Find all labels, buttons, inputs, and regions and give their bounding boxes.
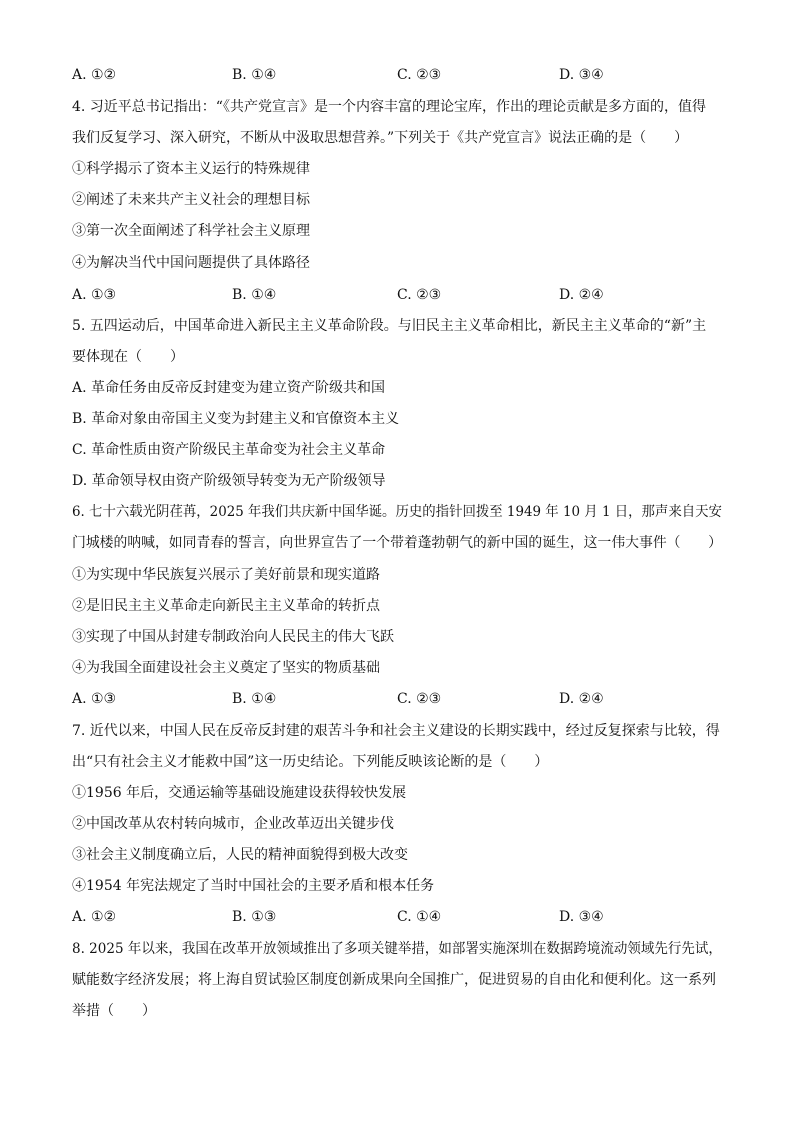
q6-option-c[interactable]: C. ②③ (397, 691, 442, 707)
q4-stem-line-1: 4. 习近平总书记指出：“《共产党宣言》是一个内容丰富的理论宝库，作出的理论贡献是多方面的，值得 (72, 99, 706, 115)
q3-option-b[interactable]: B. ①④ (232, 67, 277, 83)
q4-option-c[interactable]: C. ②③ (397, 287, 442, 303)
q8-stem-line-1: 8. 2025 年以来，我国在改革开放领域推出了多项关键举措，如部署实施深圳在数据跨境流动领域先行先试， (72, 941, 722, 957)
q7-option-d[interactable]: D. ③④ (559, 909, 604, 925)
q7-option-a[interactable]: A. ①② (72, 909, 117, 925)
q7-stem-line-1: 7. 近代以来，中国人民在反帝反封建的艰苦斗争和社会主义建设的长期实践中，经过反复探索与比较，得 (72, 723, 720, 739)
q7-item-2: ②中国改革从农村转向城市，企业改革迈出关键步伐 (72, 816, 394, 832)
q8-stem-line-3: 举措（ ） (72, 1003, 156, 1019)
q6-item-1: ①为实现中华民族复兴展示了美好前景和现实道路 (72, 567, 380, 583)
q5-stem-line-1: 5. 五四运动后，中国革命进入新民主主义革命阶段。与旧民主主义革命相比，新民主主义革命的“新”主 (72, 318, 707, 334)
q7-option-b[interactable]: B. ①③ (232, 909, 277, 925)
q6-item-3: ③实现了中国从封建专制政治向人民民主的伟大飞跃 (72, 629, 394, 645)
q4-option-a[interactable]: A. ①③ (72, 287, 117, 303)
q5-option-b[interactable]: B. 革命对象由帝国主义变为封建主义和官僚资本主义 (72, 411, 400, 427)
q7-item-4: ④1954 年宪法规定了当时中国社会的主要矛盾和根本任务 (72, 878, 435, 894)
q8-stem-line-2: 赋能数字经济发展；将上海自贸试验区制度创新成果向全国推广，促进贸易的自由化和便利化。这一系列 (72, 972, 716, 988)
q6-option-a[interactable]: A. ①③ (72, 691, 117, 707)
q6-option-d[interactable]: D. ②④ (559, 691, 604, 707)
q6-options (72, 690, 732, 708)
q5-option-a[interactable]: A. 革命任务由反帝反封建变为建立资产阶级共和国 (72, 380, 386, 396)
q6-item-4: ④为我国全面建设社会主义奠定了坚实的物质基础 (72, 660, 380, 676)
q4-stem-line-2: 我们反复学习、深入研究，不断从中汲取思想营养。”下列关于《共产党宣言》说法正确的是（ ） (72, 130, 689, 146)
q4-item-2: ②阐述了未来共产主义社会的理想目标 (72, 192, 310, 208)
q4-option-d[interactable]: D. ②④ (559, 287, 604, 303)
q4-item-1: ①科学揭示了资本主义运行的特殊规律 (72, 161, 310, 177)
q4-item-3: ③第一次全面阐述了科学社会主义原理 (72, 223, 310, 239)
q7-stem-line-2: 出“只有社会主义才能救中国”这一历史结论。下列能反映该论断的是（ ） (72, 754, 549, 770)
q7-item-3: ③社会主义制度确立后，人民的精神面貌得到极大改变 (72, 847, 408, 863)
q7-option-c[interactable]: C. ①④ (397, 909, 442, 925)
q3-options (72, 66, 732, 84)
q7-item-1: ①1956 年后，交通运输等基础设施建设获得较快发展 (72, 785, 407, 801)
q3-option-a[interactable]: A. ①② (72, 67, 117, 83)
q6-stem-line-1: 6. 七十六载光阴荏苒，2025 年我们共庆新中国华诞。历史的指针回拨至 1949 年 10 月 1 日，那声来自天安 (72, 504, 722, 520)
q4-options (72, 286, 732, 304)
q4-option-b[interactable]: B. ①④ (232, 287, 277, 303)
q5-option-c[interactable]: C. 革命性质由资产阶级民主革命变为社会主义革命 (72, 442, 386, 458)
q7-options (72, 908, 732, 926)
q6-option-b[interactable]: B. ①④ (232, 691, 277, 707)
q3-option-c[interactable]: C. ②③ (397, 67, 442, 83)
q6-item-2: ②是旧民主主义革命走向新民主主义革命的转折点 (72, 598, 380, 614)
q4-item-4: ④为解决当代中国问题提供了具体路径 (72, 255, 310, 271)
q5-stem-line-2: 要体现在（ ） (72, 349, 184, 365)
q5-option-d[interactable]: D. 革命领导权由资产阶级领导转变为无产阶级领导 (72, 473, 386, 489)
q6-stem-line-2: 门城楼的呐喊，如同青春的誓言，向世界宣告了一个带着蓬勃朝气的新中国的诞生，这一伟大事件（ ） (72, 535, 722, 551)
q3-option-d[interactable]: D. ③④ (559, 67, 604, 83)
